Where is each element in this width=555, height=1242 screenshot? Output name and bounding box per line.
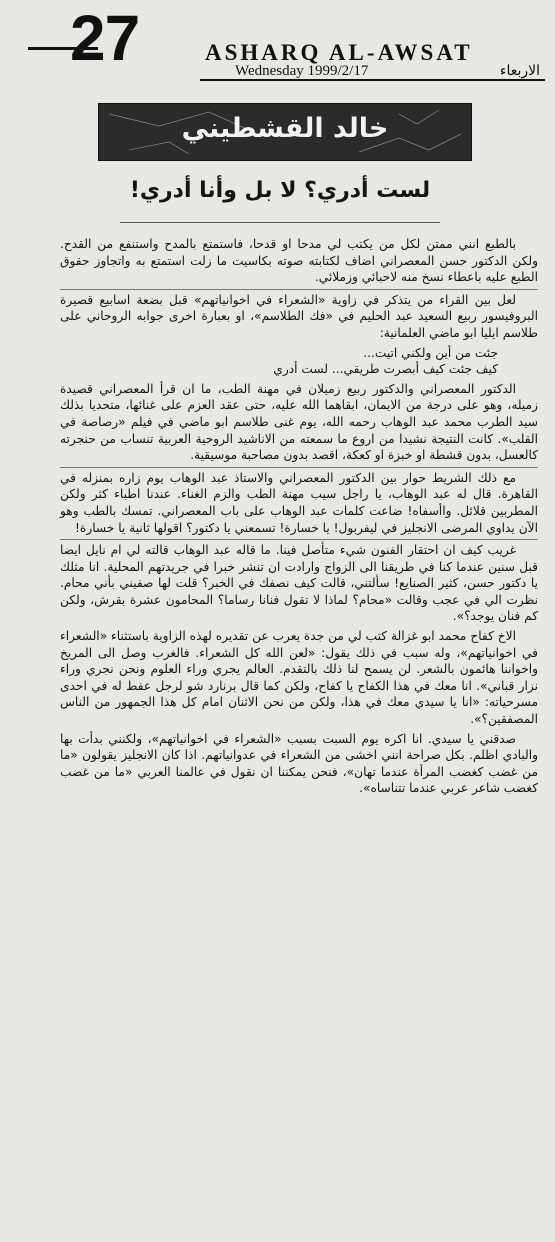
- article-body: [60, 236, 538, 800]
- headline-rule: [120, 222, 440, 223]
- issue-date: [235, 63, 540, 80]
- article-paragraph: لعل بين القراء من يتذكر في زاوية «الشعراء في اخوانياتهم» قبل بضعة اسابيع قصيرة البروفيسور ربيع السعيد عبد الحليم في «فك الطلاسم»، او بعبارة اخرى جوابه الروحاني على طلاسم ايليا ابو ماضي العلمانية:: [60, 289, 538, 342]
- issue-date-arabic: الاربعاء: [499, 64, 540, 79]
- article-headline: لست أدري؟ لا بل وأنا أدري!: [129, 178, 431, 203]
- page-number: 27: [70, 2, 140, 74]
- article-paragraph: الاخ كفاح محمد ابو غزالة كتب لي من جدة يعرب عن تقديره لهذه الزاوية باستثناء «الشعراء في اخوانياتهم»، وله سبب في ذلك يقول: «لعن الله كل الشعراء. فالغرب وصل الى المريخ واخواننا هائمون بالشعر. لن يسمح لنا ذلك بالتقدم. العالم يجري وراء العلوم ونحن نجري وراء نزار قباني». انا معك في هذا الكفاح يا كفاح، ولكن كما قال برنارد شو لرجل عفط له في احدى مسرحياته: «انا يا سيدي معك في هذا، ولكن من نحن الاثنان امام كل هذا الجمهور من الناس المصفقين؟».: [60, 629, 538, 727]
- newspaper-name: ASHARQ AL-AWSAT: [205, 40, 473, 65]
- poem-verse: جئت من أين ولكني اتيت...: [363, 345, 498, 360]
- author-banner: [98, 103, 472, 161]
- poem-verse: كيف جئت كيف أبصرت طريقي... لست أدري: [273, 362, 498, 377]
- author-name: خالد القشطيني: [181, 113, 389, 144]
- article-paragraph: الدكتور المعصراني والدكتور ربيع زميلان في مهنة الطب، ما ان قرأ المعصراني قصيدة زميله، وهو على درجة من الايمان، ابقاهما الله عليه، حتى عقد العزم على غنائها، متحديا بذلك سيد الطرب محمد عبد الوهاب رحمه الله، يوم غنى طلاسم ابو ماضي في فيلم «رصاصة في القلب». كانت النتيجة نشيدا من اروع ما سمعته من الاناشيد الروحية العربية تنساب من حنجرته كالعسل، بدون قشطة او خبزة او كعكة، اقصد بدون مصاحبة موسيقية.: [60, 381, 538, 463]
- article-paragraph: بالطبع انني ممتن لكل من يكتب لي مدحا او قدحا، فاستمتع بالمدح واستنفع من القدح. ولكن الدكتور حسن المعصراني اضاف لكتابته صوته بكاسيت ما زلت استمتع به واتجاوز حقوق الطبع عليه باعطاء نسخ منه لاحبائي وزملائي.: [60, 237, 538, 285]
- issue-date-english: Wednesday 1999/2/17: [235, 63, 369, 79]
- article-paragraph: صدقني يا سيدي. انا اكره يوم السبت بسبب «الشعراء في اخوانياتهم»، ولكنني بدأت بها والبادي اظلم. بكل صراحة انني اخشى من الشعراء في عدوانياتهم. اذا كان الانجليز يقولون «ما من غضب كغضب المرأة عندما تهان»، فنحن يمكننا ان نقول في عالمنا العربي «ما من غضب كغضب شاعر عربي عندما تتناساه».: [60, 731, 538, 796]
- article-paragraph: مع ذلك الشريط حوار بين الدكتور المعصراني والاستاذ عبد الوهاب يوم زاره بمنزله في القاهرة. قال له عبد الوهاب، يا راجل سيب مهنة الطب والزم الغناء. عندنا اطباء كثر ولكن المطربين قلائل. واأسفاه! ضاعت كلمات عبد الوهاب على باب المعصراني. تمسك بالطب وهو الآن يداوي المرضى الانجليز في ليفربول! يا خسارة! تسمعني يا دكتور؟ اقولها ثانية يا خسارة!: [60, 467, 538, 536]
- article-paragraph: غريب كيف ان احتقار الفنون شيء متأصل فينا. ما قاله عبد الوهاب قالته لي ام نايل ايضا قبل سنين عندما كنا في طريقنا الى الزواج وارادت ان تنشر خبرا في جريدتهم المحلية. انا مثلك يا دكتور حسن، كثير الصنايع! سألتني، قالت كيف نصفك في الخبر؟ قلت لها صفيني بأني محام. نظرت الي في عجب وقالت «محام؟ لماذا لا تقول فنانا رساما؟ المحامون عشرة بقرش، ولكن كم فنان يوجد؟».: [60, 539, 538, 625]
- header-rule: [200, 79, 545, 81]
